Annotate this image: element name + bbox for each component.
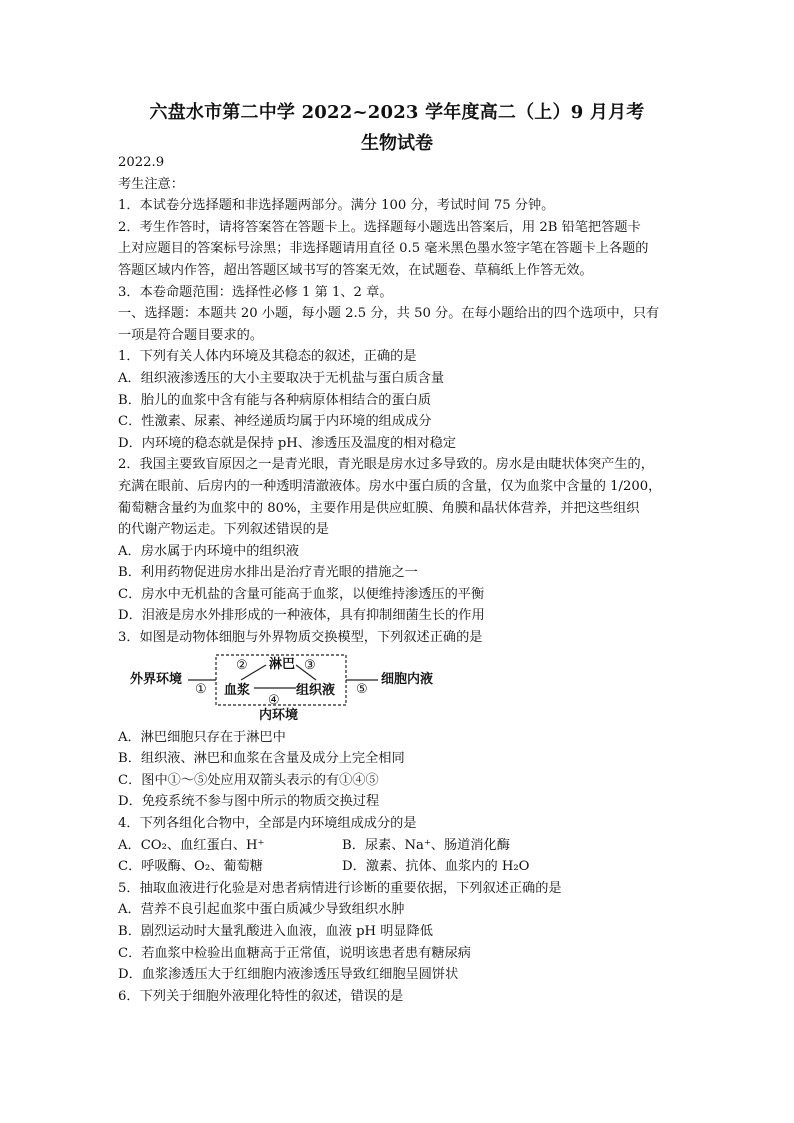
- marker-3: ③: [304, 657, 316, 673]
- question-option-row: [118, 856, 678, 878]
- question-option: D．激素、抗体、血浆内的 H₂O: [342, 859, 530, 875]
- question-option: C．若血浆中检验出血糖高于正常值，说明该患者患有糖尿病: [118, 945, 471, 961]
- exam-date: 2022.9: [118, 155, 165, 170]
- question-option: D．免疫系统不参与图中所示的物质交换过程: [118, 794, 380, 810]
- question-option: A．淋巴细胞只存在于淋巴中: [118, 729, 286, 745]
- label-lymph: 淋巴: [269, 656, 296, 672]
- label-outside: 外界环境: [130, 671, 183, 687]
- exam-body: [118, 152, 678, 1007]
- notice-heading: 考生注意：: [118, 176, 184, 192]
- question-option: B．胎儿的血浆中含有能与各种病原体相结合的蛋白质: [118, 392, 432, 408]
- question-option: B．尿素、Na⁺、肠道消化酶: [342, 837, 510, 853]
- notice-line: 2．考生作答时，请将答案答在答题卡上。选择题每小题选出答案后，用 2B 铅笔把答题卡: [118, 219, 641, 235]
- question-option: B．剧烈运动时大量乳酸进入血液，血液 pH 明显降低: [118, 924, 433, 939]
- marker-5: ⑤: [356, 681, 368, 697]
- question-option: A．营养不良引起血浆中蛋白质减少导致组织水肿: [118, 902, 405, 918]
- question-option: C．房水中无机盐的含量可能高于血浆，以便维持渗透压的平衡: [118, 586, 485, 602]
- question-stem: 1．下列有关人体内环境及其稳态的叙述，正确的是: [118, 349, 417, 365]
- marker-1: ①: [195, 681, 207, 697]
- question-option: C．性激素、尿素、神经递质均属于内环境的组成成分: [118, 414, 432, 430]
- question-option: C．图中①～⑤处应用双箭头表示的有①④⑤: [118, 772, 379, 788]
- question-option: B．利用药物促进房水排出是治疗青光眼的措施之一: [118, 565, 418, 581]
- page-title: 六盘水市第二中学 2022~2023 学年度高二（上）9 月月考: [149, 102, 645, 123]
- question-stem: 5．抽取血液进行化验是对患者病情进行诊断的重要依据，下列叙述正确的是: [118, 880, 562, 896]
- notice-line: 3．本卷命题范围：选择性必修 1 第 1、2 章。: [118, 284, 393, 300]
- page-subtitle: 生物试卷: [361, 133, 433, 154]
- question-option: B．组织液、淋巴和血浆在含量及成分上完全相同: [118, 751, 405, 767]
- notice-line: 上对应题目的答案标号涂黑；非选择题请用直径 0.5 毫米黑色墨水签字笔在答题卡上各题的: [118, 241, 649, 257]
- question-stem: 3．如图是动物体细胞与外界物质交换模型，下列叙述正确的是: [118, 630, 483, 646]
- exchange-diagram: [128, 652, 448, 722]
- marker-4: ④: [268, 692, 280, 708]
- notice-line: 1．本试卷分选择题和非选择题两部分。满分 100 分，考试时间 75 分钟。: [118, 198, 555, 214]
- question-option: D．泪液是房水外排形成的一种液体，具有抑制细菌生长的作用: [118, 608, 485, 624]
- question-stem: 葡萄糖含量约为血浆中的 80%，主要作用是供应虹膜、角膜和晶状体营养，并把这些组织: [118, 500, 640, 516]
- marker-2: ②: [236, 657, 248, 673]
- label-intracellular: 细胞内液: [381, 671, 434, 687]
- question-option: D．血浆渗透压大于红细胞内液渗透压导致红细胞呈圆饼状: [118, 967, 459, 983]
- section-heading: 一、选择题：本题共 20 小题，每小题 2.5 分，共 50 分。在每小题给出的四个选项中，只有: [118, 306, 660, 322]
- notice-line: 答题区域内作答，超出答题区域书写的答案无效，在试题卷、草稿纸上作答无效。: [118, 262, 593, 278]
- question-option: A．组织液渗透压的大小主要取决于无机盐与蛋白质含量: [118, 370, 445, 386]
- section-heading: 一项是符合题目要求的。: [118, 327, 264, 343]
- question-stem: 4．下列各组化合物中，全部是内环境组成成分的是: [118, 816, 417, 832]
- question-stem: 的代谢产物运走。下列叙述错误的是: [118, 522, 329, 538]
- question-option-row: [118, 835, 678, 857]
- question-option: C．呼吸酶、O₂、葡萄糖: [118, 859, 263, 875]
- question-option: A．房水属于内环境中的组织液: [118, 543, 299, 559]
- label-plasma: 血浆: [224, 682, 251, 698]
- question-option: D．内环境的稳态就是保持 pH、渗透压及温度的相对稳定: [118, 435, 457, 451]
- label-internal-env: 内环境: [259, 707, 299, 723]
- question-option: A．CO₂、血红蛋白、H⁺: [118, 837, 265, 853]
- question-stem: 充满在眼前、后房内的一种透明清澈液体。房水中蛋白质的含量，仅为血浆中含量的 1/200，: [118, 478, 662, 494]
- label-tissue-fluid: 组织液: [296, 682, 336, 698]
- question-stem: 2．我国主要致盲原因之一是青光眼，青光眼是房水过多导致的。房水是由睫状体突产生的，: [118, 457, 654, 473]
- question-stem: 6．下列关于细胞外液理化特性的叙述，错误的是: [118, 988, 404, 1004]
